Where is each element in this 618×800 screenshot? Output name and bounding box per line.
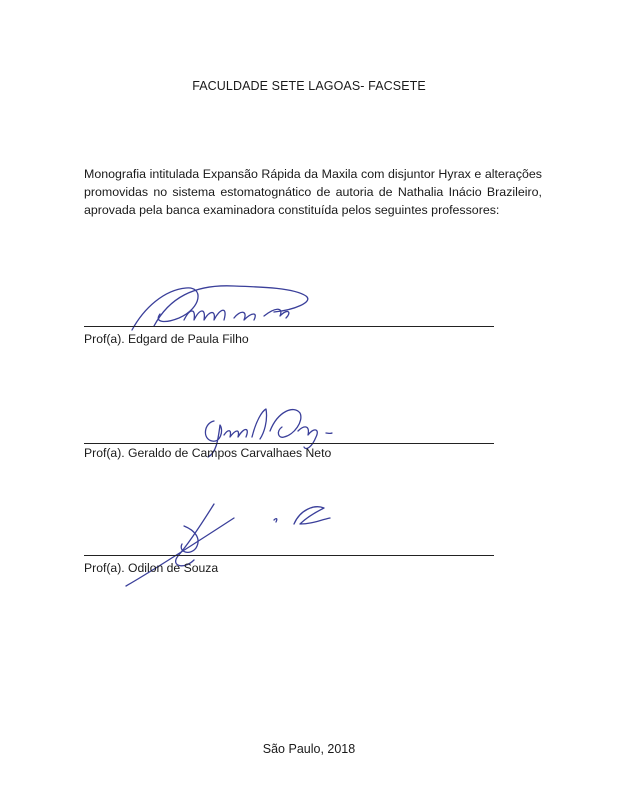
- institution-title: FACULDADE SETE LAGOAS- FACSETE: [192, 79, 426, 93]
- signature-line-3: [84, 555, 494, 556]
- place-date: São Paulo, 2018: [262, 742, 356, 756]
- examiner-name-1: Prof(a). Edgard de Paula Filho: [84, 332, 249, 346]
- examiner-name-3: Prof(a). Odilon de Souza: [84, 561, 219, 575]
- signature-1: [124, 278, 324, 338]
- approval-paragraph: Monografia intitulada Expansão Rápida da Maxila com disjuntor Hyrax e alterações promovidas no sistema estomatognático de autoria de Nathalia Inácio Brazileiro, aprovada pela banca examinadora constituída pelos seguintes professores:: [84, 167, 542, 217]
- examiner-name-2: Prof(a). Geraldo de Campos Carvalhaes Neto: [84, 446, 332, 460]
- signature-3: [124, 490, 334, 590]
- signature-line-1: [84, 326, 494, 327]
- signature-line-2: [84, 443, 494, 444]
